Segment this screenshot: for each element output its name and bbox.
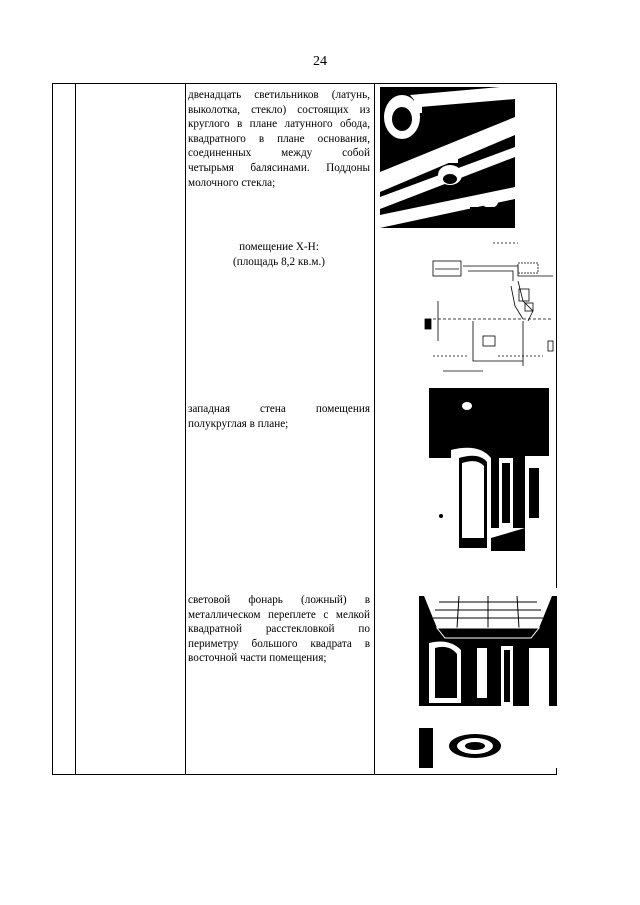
west-wall-description	[188, 402, 370, 431]
column-divider	[374, 84, 375, 774]
column-divider	[185, 84, 186, 774]
text-line: двенадцать светильников (латунь,	[188, 89, 370, 101]
text-line: выколотка, стекло) состоящих из	[188, 103, 370, 116]
skylight-description	[188, 593, 370, 666]
text-line: квадратной расстекловкой по	[188, 623, 370, 636]
text-line: четырьмя балясинами. Поддоны	[188, 161, 370, 174]
text-line: квадратного в плане основания,	[188, 132, 370, 145]
lamp-fixtures-photo	[380, 87, 515, 228]
floor-plan-image	[423, 241, 555, 374]
description-table	[52, 83, 557, 775]
text-line: полукруглая в плане;	[188, 417, 289, 430]
column-divider	[75, 84, 76, 774]
text-line: соединенных между собой	[188, 147, 370, 160]
room-title: помещение Х-Н:	[239, 241, 319, 253]
lamps-description	[188, 88, 370, 190]
text-line: круглого в плане латунного обода,	[188, 118, 370, 131]
west-wall-photo	[429, 388, 549, 551]
skylight-photo	[419, 588, 557, 768]
page-number: 24	[313, 54, 327, 69]
text-line: металлическом переплете с мелкой	[188, 608, 370, 621]
room-area: (площадь 8,2 кв.м.)	[233, 255, 325, 268]
text-line: световой фонарь (ложный) в	[188, 594, 370, 606]
text-line: периметру большого квадрата в	[188, 637, 370, 650]
text-line: западная стена помещения	[188, 403, 370, 415]
text-line: восточной части помещения;	[188, 652, 327, 665]
text-line: молочного стекла;	[188, 176, 276, 189]
room-heading	[188, 240, 370, 269]
